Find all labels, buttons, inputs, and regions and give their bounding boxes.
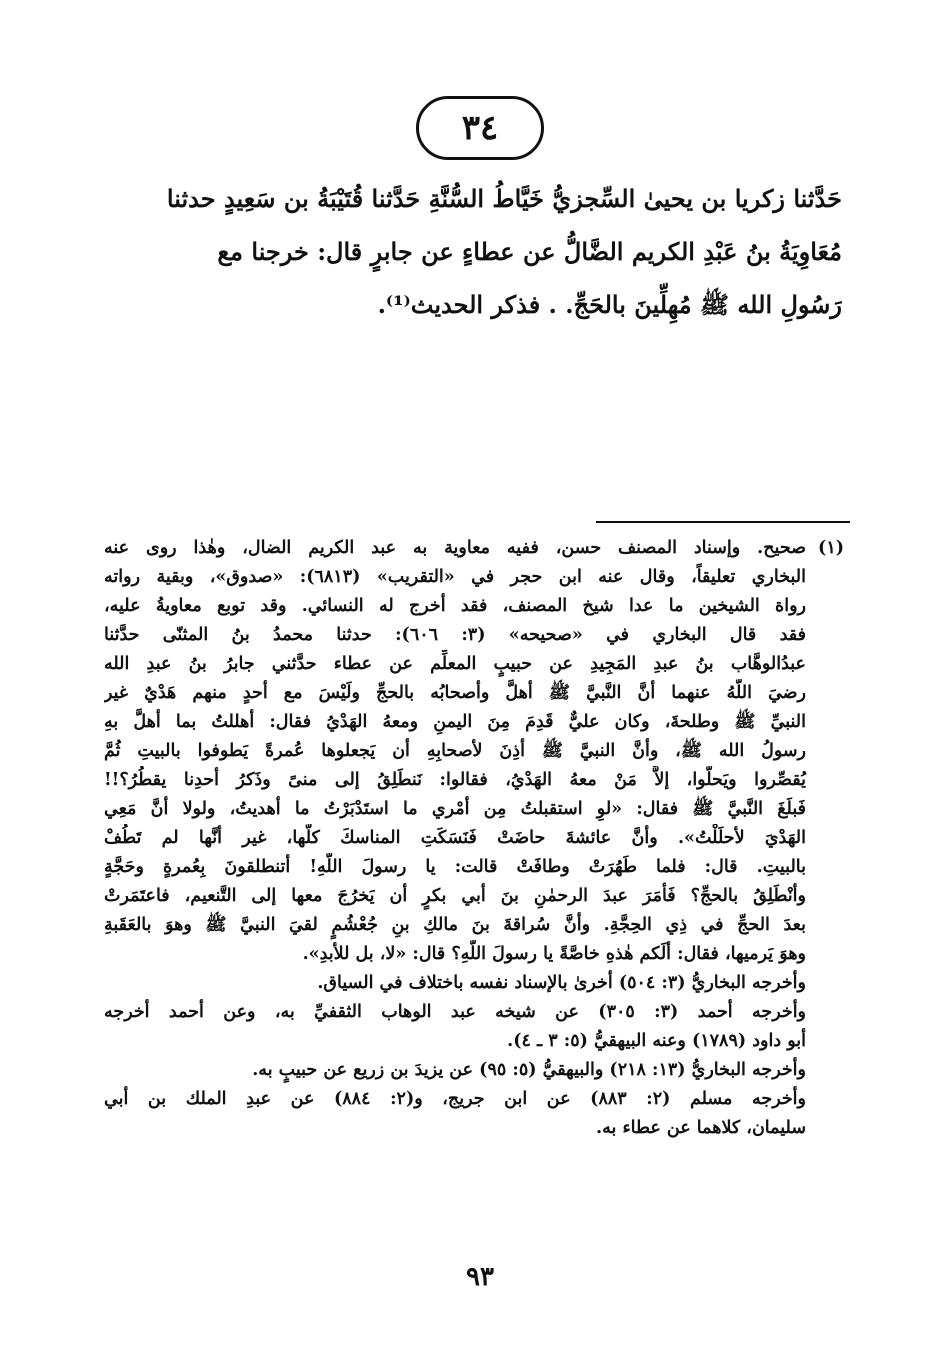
footnote-line: النبيِّ ﷺ وطلحةَ، وكان عليٌّ قَدِمَ مِنَ اليمنِ ومعهُ الهَدْيُ فقال: أهللتُ بما أهلَّ بهِ xyxy=(104,712,806,732)
footnote-line: البخاري تعليقاً، وقال عنه ابن حجر في «التقريب» (٦٨١٣): «صدوق»، وبقية رواته xyxy=(104,567,806,587)
hadith-text-line: مُعَاوِيَةُ بنُ عَبْدِ الكريم الضَّالُّ عن عطاءٍ عن جابرٍ قال: خرجنا مع xyxy=(217,237,842,266)
footnote-line: فَبلَغَ النَّبيَّ ﷺ فقال: «لوِ استقبلتُ مِن أمْري ما استَدْبَرْتُ ما أهديتُ، ولولا أنَّ مَعِي xyxy=(104,799,806,819)
footnote-line: وأخرجه البخاريُّ (٣: ٥٠٤) أخرىٰ بالإسناد نفسه باختلاف في السياق. xyxy=(317,973,806,993)
hadith-text-line: رَسُولِ الله ﷺ مُهِلِّينَ بالحَجِّ. . فذكر الحديث⁽¹⁾. xyxy=(377,290,842,319)
footnote-separator xyxy=(596,521,850,523)
footnote-line: وأخرجه أحمد (٣: ٣٠٥) عن شيخه عبد الوهاب الثقفيِّ به، وعن أحمد أخرجه xyxy=(104,1002,807,1022)
footnote-line: بعدَ الحجِّ في ذِي الحِجَّةِ. وأنَّ سُراقةَ بنَ مالكِ بنِ جُعْشُمٍ لقيَ النبيَّ ﷺ وهوَ بالعَقَبةِ xyxy=(104,915,806,935)
footnote-body xyxy=(104,534,844,1143)
footnote-line: رضيَ اللّهُ عنهما أنَّ النَّبيَّ ﷺ أهلَّ وأصحابُه بالحجِّ ولَيْسَ مع أحدٍ منهم هَدْيٌ غير xyxy=(104,683,806,703)
footnote-marker: (١) xyxy=(818,538,844,558)
footnote-line: فقد قال البخاري في «صحيحه» (٣: ٦٠٦): حدثنا محمدُ بنُ المثنّى حدَّثنا xyxy=(104,625,806,645)
hadith-number: ٣٤ xyxy=(461,108,499,148)
footnote-line: وأخرجه مسلم (٢: ٨٨٣) عن ابن جريج، و(٢: ٨٨٤) عن عبدِ الملك بن أبي xyxy=(104,1089,806,1109)
footnote-line: أبو داود (١٧٨٩) وعنه البيهقيُّ (٥: ٣ ـ ٤). xyxy=(507,1031,806,1051)
footnote-line: يُقصِّروا ويَحلُّوا، إلاَّ مَنْ معهُ الهَدْيُ، فقالوا: نَنطَلِقُ إلى منىً وذَكرُ أحدِنا يقطُرُ؟!! xyxy=(104,770,806,790)
footnote-line: سليمان، كلاهما عن عطاء به. xyxy=(596,1118,806,1138)
footnote-line: رسولُ الله ﷺ، وأنَّ النبيَّ ﷺ أذِنَ لأصحابِهِ أن يَجعلوها عُمرةً يَطوفوا بالبيتِ ثُمَّ xyxy=(104,741,806,761)
footnote-line: وأنْطَلِقُ بالحجِّ؟ فَأمَرَ عبدَ الرحمٰنِ بنَ أبي بكرٍ أن يَخرُجَ معها إلى التَّنعيم، فاعتَمَرتْ xyxy=(104,886,806,906)
footnote-line: وهوَ يَرميها، فقال: ألَكم هٰذهِ خاصَّةً يا رسولَ اللّهِ؟ قال: «لا، بل للأبدِ». xyxy=(302,944,806,964)
footnote-line: الهَدْيَ لأحلَلْتُ». وأنَّ عائشةَ حاضَتْ فَنَسَكَتِ المناسكَ كلَّها، غير أنَّها لم تَطُفْ xyxy=(104,828,806,848)
hadith-text-line: حَدَّثنا زكريا بن يحيىٰ السِّجزيُّ خَيَّاطُ السُّنَّةِ حَدَّثنا قُتَيْبَةُ بن سَعِيدٍ حدثنا xyxy=(166,184,842,213)
footnote-line: بالبيتِ. قال: فلما طَهُرَتْ وطافَتْ قالت: يا رسولَ اللّهِ! أتنطلقونَ بِعُمرةٍ وحَجَّةٍ xyxy=(104,857,806,877)
hadith-number-badge xyxy=(416,96,544,160)
footnote-line: صحيح. وإسناد المصنف حسن، ففيه معاوية به عبد الكريم الضال، وهٰذا روى عنه xyxy=(104,538,806,558)
footnote-line: رواة الشيخين ما عدا شيخ المصنف، فقد أخرج له النسائي. وقد توبع معاويةُ عليه، xyxy=(104,596,806,616)
footnotes xyxy=(104,534,844,1143)
footnote-line: عبدُالوهَّاب بنُ عبدِ المَجِيدِ عن حبيبٍ المعلِّم عن عطاء حدَّثني جابرُ بنُ عبدِ الله xyxy=(104,654,806,674)
hadith-text xyxy=(106,172,842,331)
footnote-line: وأخرجه البخاريُّ (١٣: ٢١٨) والبيهقيُّ (٥: ٩٥) عن يزيدَ بن زريع عن حبيبٍ به. xyxy=(252,1060,806,1080)
page-number: ٩٣ xyxy=(466,1262,494,1292)
